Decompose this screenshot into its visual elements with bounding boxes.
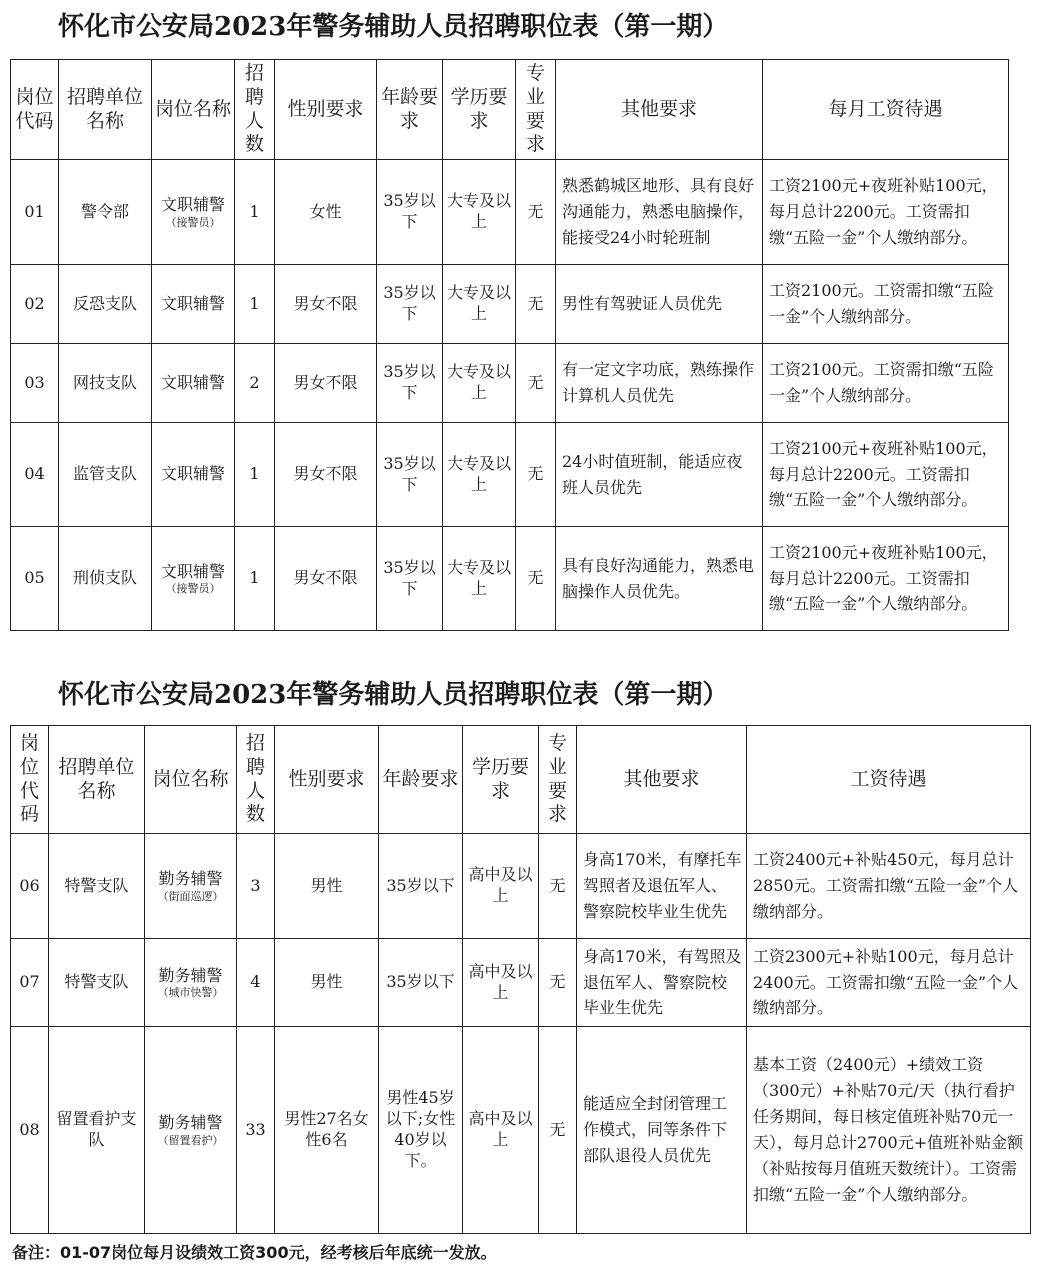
header-count: 招聘人数 [237, 726, 275, 834]
cell-salary: 工资2100元。工资需扣缴“五险一金”个人缴纳部分。 [763, 265, 1009, 344]
cell-major: 无 [539, 1027, 577, 1234]
cell-salary: 工资2100元+夜班补贴100元，每月总计2200元。工资需扣缴“五险一金”个人缴纳部分。 [763, 160, 1009, 265]
cell-code: 07 [11, 939, 49, 1027]
cell-count: 33 [237, 1027, 275, 1234]
cell-count: 1 [235, 527, 275, 631]
table-header-row [11, 60, 1009, 160]
position-name: 文职辅警 [160, 195, 225, 214]
position-name: 文职辅警 [160, 464, 225, 484]
table-row [11, 265, 1009, 344]
header-code: 岗位代码 [11, 60, 59, 160]
header-education: 学历要求 [443, 60, 516, 160]
header-age: 年龄要求 [377, 60, 443, 160]
header-major: 专业要求 [516, 60, 556, 160]
table-row [11, 1027, 1031, 1234]
cell-education: 大专及以上 [443, 344, 516, 423]
cell-gender: 男女不限 [275, 265, 377, 344]
cell-position [152, 344, 235, 423]
cell-position [145, 939, 237, 1027]
cell-count: 4 [237, 939, 275, 1027]
cell-other: 能适应全封闭管理工作模式，同等条件下部队退役人员优先 [577, 1027, 747, 1234]
cell-major: 无 [516, 423, 556, 527]
header-unit: 招聘单位名称 [59, 60, 152, 160]
cell-code: 02 [11, 265, 59, 344]
cell-education: 大专及以上 [443, 160, 516, 265]
cell-education: 大专及以上 [443, 527, 516, 631]
cell-gender: 女性 [275, 160, 377, 265]
position-note: （接警员） [165, 582, 221, 596]
cell-major: 无 [539, 939, 577, 1027]
footnote: 备注：01-07岗位每月设绩效工资300元，经考核后年底统一发放。 [12, 1243, 497, 1262]
cell-education: 大专及以上 [443, 423, 516, 527]
cell-position [152, 265, 235, 344]
cell-major: 无 [516, 344, 556, 423]
cell-position [145, 1027, 237, 1234]
cell-age: 35岁以下 [379, 834, 463, 939]
cell-position [152, 527, 235, 631]
cell-other: 男性有驾驶证人员优先 [556, 265, 763, 344]
cell-code: 06 [11, 834, 49, 939]
table-row [11, 527, 1009, 631]
cell-count: 1 [235, 423, 275, 527]
cell-gender: 男性 [275, 939, 379, 1027]
table-row [11, 344, 1009, 423]
cell-age: 35岁以下 [377, 160, 443, 265]
cell-salary: 工资2300元+补贴100元，每月总计2400元。工资需扣缴“五险一金”个人缴纳部分。 [747, 939, 1031, 1027]
table-row [11, 423, 1009, 527]
cell-code: 01 [11, 160, 59, 265]
position-note: （接警员） [165, 215, 221, 229]
cell-gender: 男女不限 [275, 527, 377, 631]
header-position: 岗位名称 [145, 726, 237, 834]
cell-age: 35岁以下 [377, 265, 443, 344]
cell-education: 高中及以上 [463, 1027, 539, 1234]
cell-age: 男性45岁以下;女性40岁以下。 [379, 1027, 463, 1234]
cell-unit: 网技支队 [59, 344, 152, 423]
cell-salary: 工资2100元。工资需扣缴“五险一金”个人缴纳部分。 [763, 344, 1009, 423]
position-name: 文职辅警 [160, 293, 225, 313]
cell-other: 身高170米，有驾照及退伍军人、警察院校毕业生优先 [577, 939, 747, 1027]
header-age: 年龄要求 [379, 726, 463, 834]
document-title: 怀化市公安局2023年警务辅助人员招聘职位表（第一期） [58, 680, 729, 710]
cell-other: 具有良好沟通能力，熟悉电脑操作人员优先。 [556, 527, 763, 631]
cell-age: 35岁以下 [377, 423, 443, 527]
cell-unit: 留置看护支队 [49, 1027, 145, 1234]
header-count: 招聘人数 [235, 60, 275, 160]
document-title: 怀化市公安局2023年警务辅助人员招聘职位表（第一期） [58, 12, 729, 42]
cell-education: 高中及以上 [463, 939, 539, 1027]
cell-education: 高中及以上 [463, 834, 539, 939]
cell-count: 1 [235, 265, 275, 344]
position-note: （留置看护） [157, 1133, 224, 1147]
cell-age: 35岁以下 [377, 527, 443, 631]
cell-education: 大专及以上 [443, 265, 516, 344]
cell-position [145, 834, 237, 939]
cell-age: 35岁以下 [377, 344, 443, 423]
header-gender: 性别要求 [275, 60, 377, 160]
cell-unit: 特警支队 [49, 939, 145, 1027]
cell-code: 08 [11, 1027, 49, 1234]
cell-salary: 工资2100元+夜班补贴100元，每月总计2200元。工资需扣缴“五险一金”个人缴纳部分。 [763, 527, 1009, 631]
cell-salary: 工资2400元+补贴450元，每月总计2850元。工资需扣缴“五险一金”个人缴纳部分。 [747, 834, 1031, 939]
cell-salary: 基本工资（2400元）+绩效工资（300元）+补贴70元/天（执行看护任务期间，每日核定值班补贴70元一天），每月总计2700元+值班补贴金额（补贴按每月值班天数统计）。工资需扣缴“五险一金”个人缴纳部分。 [747, 1027, 1031, 1234]
table-row [11, 834, 1031, 939]
table-header-row [11, 726, 1031, 834]
cell-major: 无 [516, 265, 556, 344]
header-unit: 招聘单位名称 [49, 726, 145, 834]
cell-count: 1 [235, 160, 275, 265]
position-table-2 [10, 725, 1031, 1234]
cell-gender: 男女不限 [275, 344, 377, 423]
cell-major: 无 [539, 834, 577, 939]
cell-age: 35岁以下 [379, 939, 463, 1027]
cell-code: 04 [11, 423, 59, 527]
table-row [11, 160, 1009, 265]
cell-position [152, 160, 235, 265]
cell-unit: 监管支队 [59, 423, 152, 527]
cell-count: 2 [235, 344, 275, 423]
cell-code: 03 [11, 344, 59, 423]
position-name: 文职辅警 [160, 372, 225, 392]
position-table-1 [10, 59, 1009, 631]
position-name: 文职辅警 [160, 561, 225, 581]
cell-count: 3 [237, 834, 275, 939]
cell-unit: 反恐支队 [59, 265, 152, 344]
cell-salary: 工资2100元+夜班补贴100元，每月总计2200元。工资需扣缴“五险一金”个人缴纳部分。 [763, 423, 1009, 527]
table-row [11, 939, 1031, 1027]
cell-other: 身高170米，有摩托车驾照者及退伍军人、警察院校毕业生优先 [577, 834, 747, 939]
cell-code: 05 [11, 527, 59, 631]
position-note: （街面巡逻） [157, 889, 224, 903]
header-position: 岗位名称 [152, 60, 235, 160]
header-salary: 工资待遇 [747, 726, 1031, 834]
header-other: 其他要求 [556, 60, 763, 160]
cell-major: 无 [516, 160, 556, 265]
cell-gender: 男性 [275, 834, 379, 939]
header-gender: 性别要求 [275, 726, 379, 834]
header-other: 其他要求 [577, 726, 747, 834]
cell-unit: 警令部 [59, 160, 152, 265]
cell-gender: 男女不限 [275, 423, 377, 527]
cell-gender: 男性27名女性6名 [275, 1027, 379, 1234]
cell-position [152, 423, 235, 527]
cell-other: 熟悉鹤城区地形、具有良好沟通能力，熟悉电脑操作，能接受24小时轮班制 [556, 160, 763, 265]
cell-major: 无 [516, 527, 556, 631]
position-name: 勤务辅警 [158, 1113, 223, 1132]
header-code: 岗位代码 [11, 726, 49, 834]
header-major: 专业要求 [539, 726, 577, 834]
header-education: 学历要求 [463, 726, 539, 834]
header-salary: 每月工资待遇 [763, 60, 1009, 160]
cell-unit: 特警支队 [49, 834, 145, 939]
cell-unit: 刑侦支队 [59, 527, 152, 631]
cell-other: 有一定文字功底，熟练操作计算机人员优先 [556, 344, 763, 423]
position-name: 勤务辅警 [158, 869, 223, 888]
cell-other: 24小时值班制，能适应夜班人员优先 [556, 423, 763, 527]
position-name: 勤务辅警 [158, 965, 223, 985]
position-note: （城市快警） [157, 986, 224, 1000]
